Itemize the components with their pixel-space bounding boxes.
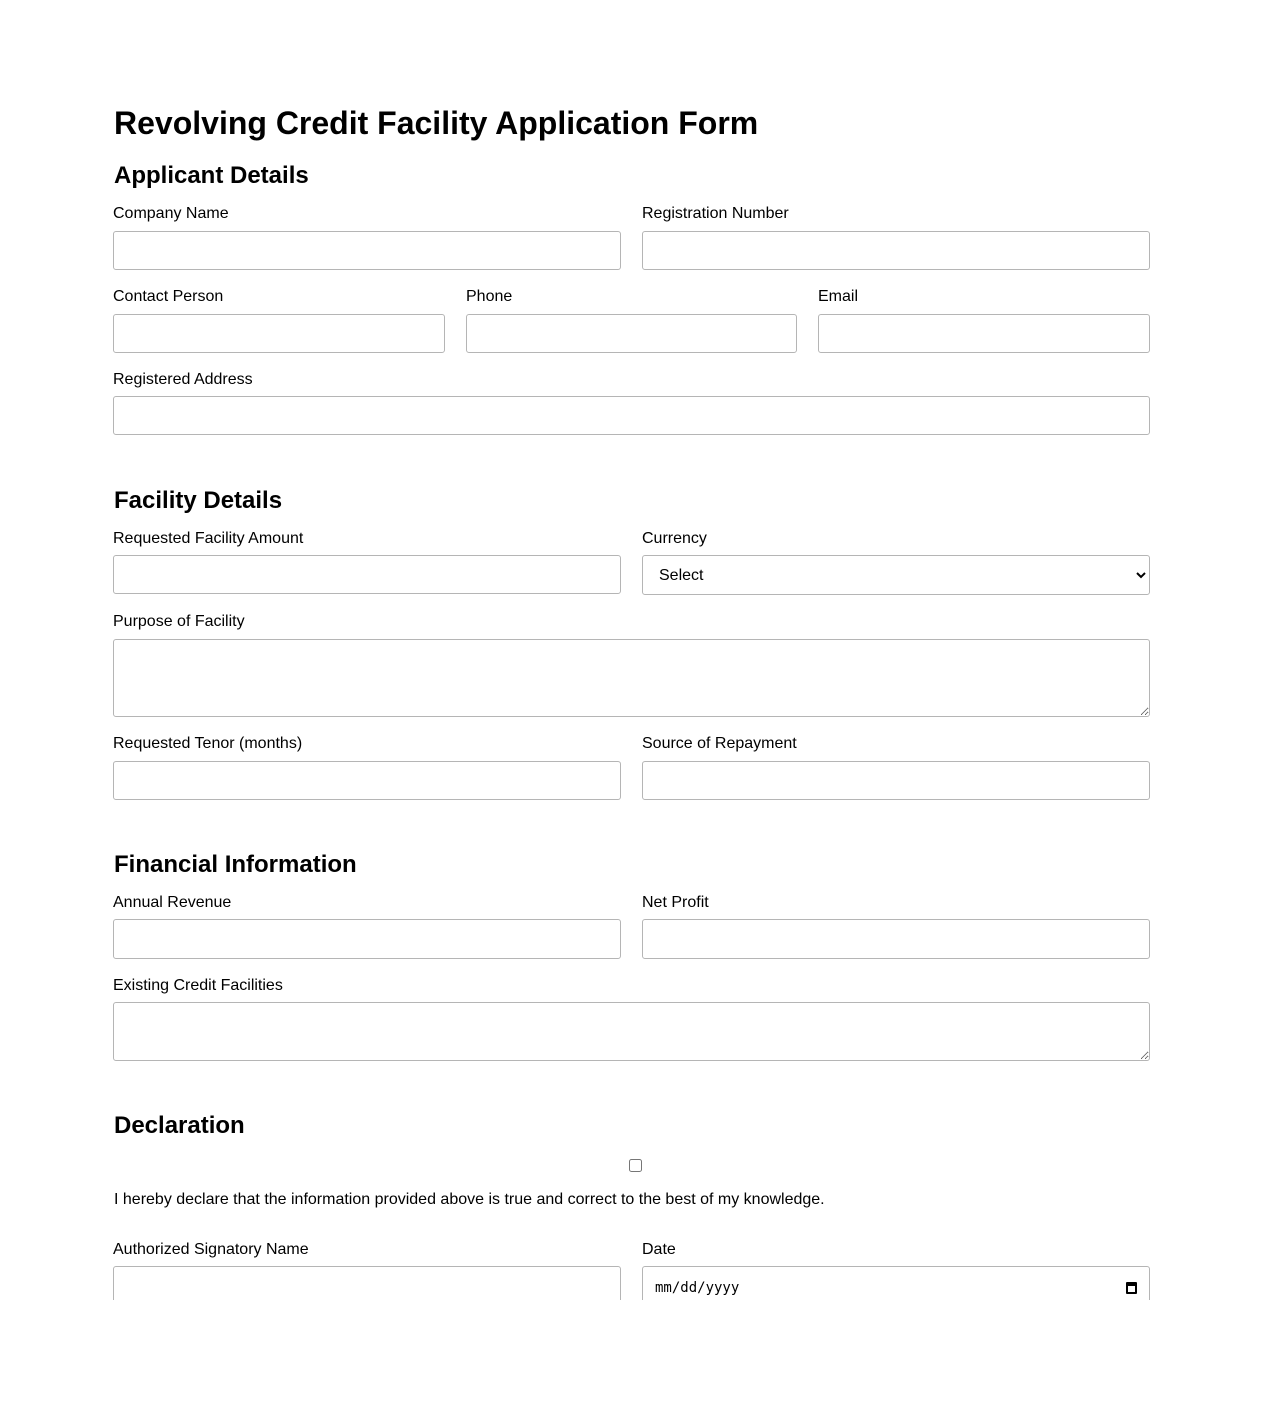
calendar-icon[interactable] (1126, 1282, 1137, 1294)
registered-address-label: Registered Address (113, 371, 253, 388)
existing-facilities-label: Existing Credit Facilities (113, 977, 283, 994)
currency-select[interactable] (642, 555, 1150, 595)
registered-address-input[interactable] (113, 396, 1150, 435)
declaration-text: I hereby declare that the information provided above is true and correct to the best of my knowledge. (114, 1191, 825, 1208)
company-name-input[interactable] (113, 231, 621, 270)
contact-person-input[interactable] (113, 314, 445, 353)
net-profit-label: Net Profit (642, 894, 709, 911)
purpose-textarea[interactable] (113, 639, 1150, 717)
signatory-name-label: Authorized Signatory Name (113, 1241, 309, 1258)
section-heading-applicant: Applicant Details (114, 162, 309, 189)
currency-label: Currency (642, 530, 707, 547)
annual-revenue-input[interactable] (113, 919, 621, 959)
signatory-name-input[interactable] (113, 1266, 621, 1300)
company-name-label: Company Name (113, 205, 229, 222)
net-profit-input[interactable] (642, 919, 1150, 959)
date-placeholder: mm/dd/yyyy (655, 1280, 740, 1296)
phone-input[interactable] (466, 314, 797, 353)
email-label: Email (818, 288, 859, 305)
tenor-input[interactable] (113, 761, 621, 800)
tenor-label: Requested Tenor (months) (113, 735, 303, 752)
section-heading-declaration: Declaration (114, 1112, 245, 1139)
section-heading-financial: Financial Information (114, 851, 357, 878)
declaration-checkbox[interactable] (629, 1159, 642, 1172)
contact-person-label: Contact Person (113, 288, 224, 305)
date-input[interactable] (642, 1266, 1150, 1300)
registration-number-label: Registration Number (642, 205, 789, 222)
page-title: Revolving Credit Facility Application Form (114, 105, 759, 141)
email-input[interactable] (818, 314, 1150, 353)
annual-revenue-label: Annual Revenue (113, 894, 232, 911)
existing-facilities-textarea[interactable] (113, 1002, 1150, 1061)
facility-amount-label: Requested Facility Amount (113, 530, 304, 547)
repayment-input[interactable] (642, 761, 1150, 800)
purpose-label: Purpose of Facility (113, 613, 245, 630)
phone-label: Phone (466, 288, 513, 305)
section-heading-facility: Facility Details (114, 487, 283, 514)
facility-amount-input[interactable] (113, 555, 621, 594)
registration-number-input[interactable] (642, 231, 1150, 270)
repayment-label: Source of Repayment (642, 735, 797, 752)
date-label: Date (642, 1241, 676, 1258)
